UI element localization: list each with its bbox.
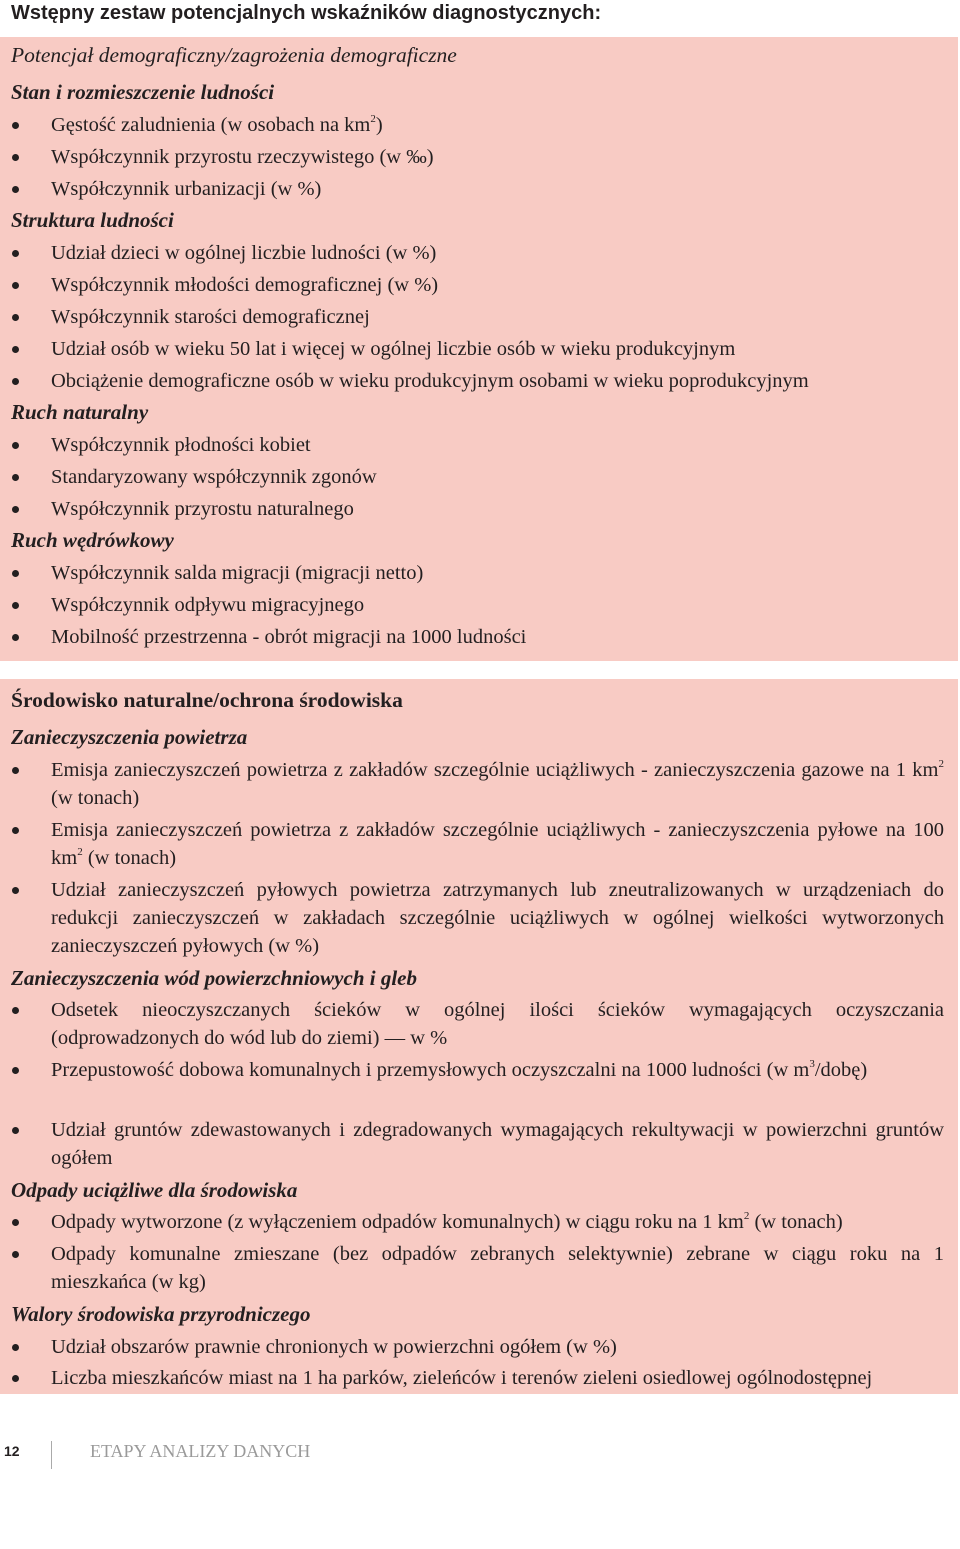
list-item [51, 756, 944, 812]
list-item-text-end: (w tonach) [51, 787, 140, 809]
bullet-icon [12, 282, 19, 289]
bullet-icon [12, 250, 19, 257]
list-item-text: Współczynnik odpływu migracyjnego [51, 594, 365, 616]
group-title: Struktura ludności [11, 208, 174, 232]
list-item-text: Współczynnik płodności kobiet [51, 434, 311, 456]
running-title: ETAPY ANALIZY DANYCH [90, 1441, 311, 1461]
section-title: Środowisko naturalne/ochrona środowiska [11, 688, 403, 712]
list-item-text-end: (w tonach) [749, 1211, 843, 1233]
list-item [51, 303, 944, 331]
list-item [51, 239, 944, 267]
list-item [51, 111, 944, 139]
bullet-icon [12, 1251, 19, 1258]
bullet-icon [12, 474, 19, 481]
list-item-text: Gęstość zaludnienia (w osobach na km [51, 114, 371, 136]
list-item-text: Standaryzowany współczynnik zgonów [51, 466, 377, 488]
list-item-text: Odsetek nieoczyszczanych ścieków w ogólnej ilości ścieków wymagających oczyszczania (odprowadzonych do wód lub do ziemi) — w % [51, 999, 944, 1049]
bullet-icon [12, 186, 19, 193]
group-title: Stan i rozmieszczenie ludności [11, 80, 275, 104]
list-item-text: Udział dzieci w ogólnej liczbie ludności (w %) [51, 242, 437, 264]
bullet-icon [12, 1219, 19, 1226]
group-title: Odpady uciążliwe dla środowiska [11, 1178, 298, 1202]
list-item [51, 1116, 944, 1172]
bullet-icon [12, 634, 19, 641]
list-item [51, 623, 944, 651]
list-item [51, 463, 944, 491]
list-item-text: Emisja zanieczyszczeń powietrza z zakładów szczególnie uciążliwych - zanieczyszczenia gazowe na 1 km [51, 759, 939, 781]
superscript: 2 [743, 1210, 750, 1222]
bullet-icon [12, 122, 19, 129]
list-item [51, 876, 944, 960]
list-item-text-end: /dobę) [814, 1059, 868, 1081]
bullet-icon [12, 767, 19, 774]
list-item-text: Współczynnik przyrostu naturalnego [51, 498, 354, 520]
list-item [51, 335, 944, 363]
list-item [51, 591, 944, 619]
list-item [51, 816, 944, 872]
superscript: 2 [77, 846, 83, 858]
bullet-icon [12, 378, 19, 385]
list-item-text: Współczynnik młodości demograficznej (w %) [51, 274, 439, 296]
bullet-icon [12, 887, 19, 894]
list-item-text-end: ) [375, 114, 383, 136]
list-item [51, 1208, 944, 1236]
list-item-text: Udział osób w wieku 50 lat i więcej w ogólnej liczbie osób w wieku produkcyjnym [51, 338, 736, 360]
page-number: 12 [4, 1443, 20, 1459]
list-item [51, 367, 944, 395]
bullet-icon [12, 154, 19, 161]
group-title: Zanieczyszczenia powietrza [11, 725, 248, 749]
superscript: 3 [809, 1058, 815, 1070]
group-title: Ruch wędrówkowy [11, 528, 174, 552]
bullet-icon [12, 1375, 19, 1382]
bullet-icon [12, 1127, 19, 1134]
list-item [51, 175, 944, 203]
bullet-icon [12, 1007, 19, 1014]
list-item [51, 143, 944, 171]
list-item-text: Współczynnik salda migracji (migracji netto) [51, 562, 424, 584]
bullet-icon [12, 1067, 19, 1074]
bullet-icon [12, 442, 19, 449]
bullet-icon [12, 602, 19, 609]
list-item-text-end: (w tonach) [82, 847, 177, 869]
list-item-text: Udział obszarów prawnie chronionych w powierzchni ogółem (w %) [51, 1336, 617, 1358]
list-item-text: Obciążenie demograficzne osób w wieku produkcyjnym osobami w wieku poprodukcyjnym [51, 370, 809, 392]
list-item-text: Odpady wytworzone (z wyłączeniem odpadów komunalnych) w ciągu roku na 1 km [51, 1211, 744, 1233]
list-item-text: Współczynnik urbanizacji (w %) [51, 178, 322, 200]
list-item-text: Udział gruntów zdewastowanych i zdegradowanych wymagających rekultywacji w powierzchni gruntów ogółem [51, 1119, 944, 1169]
list-item-text: Emisja zanieczyszczeń powietrza z zakładów szczególnie uciążliwych - zanieczyszczenia pyłowe na 100 km [51, 819, 944, 869]
footer-divider [51, 1441, 52, 1469]
list-item [51, 1364, 944, 1392]
list-item [51, 271, 944, 299]
bullet-icon [12, 570, 19, 577]
superscript: 2 [938, 758, 944, 770]
bullet-icon [12, 1344, 19, 1351]
list-item [51, 431, 944, 459]
superscript: 2 [370, 113, 376, 125]
group-title: Ruch naturalny [11, 400, 149, 424]
section-title: Potencjał demograficzny/zagrożenia demograficzne [11, 43, 457, 67]
bullet-icon [12, 346, 19, 353]
list-item [51, 1333, 944, 1361]
list-item [51, 495, 944, 523]
bullet-icon [12, 314, 19, 321]
list-item [51, 559, 944, 587]
list-item [51, 1240, 944, 1296]
list-item-text: Udział zanieczyszczeń pyłowych powietrza zatrzymanych lub zneutralizowanych w urządzeniach do redukcji zanieczyszczeń w zakładach szczególnie uciążliwych w ogólnej wielkości wytworzonych zanieczyszczeń pyłowych (w %) [51, 879, 944, 957]
list-item-text: Odpady komunalne zmieszane (bez odpadów zebranych selektywnie) zebrane w ciągu roku na 1 mieszkańca (w kg) [51, 1243, 944, 1293]
list-item-text: Mobilność przestrzenna - obrót migracji na 1000 ludności [51, 626, 527, 648]
bullet-icon [12, 827, 19, 834]
bullet-icon [12, 506, 19, 513]
group-title: Zanieczyszczenia wód powierzchniowych i gleb [11, 966, 417, 990]
list-item-text: Przepustowość dobowa komunalnych i przemysłowych oczyszczalni na 1000 ludności (w m [51, 1059, 810, 1081]
page-heading: Wstępny zestaw potencjalnych wskaźników diagnostycznych: [11, 2, 602, 24]
list-item [51, 1056, 944, 1084]
group-title: Walory środowiska przyrodniczego [11, 1302, 311, 1326]
list-item-text: Liczba mieszkańców miast na 1 ha parków, zieleńców i terenów zieleni osiedlowej ogólnodostępnej [51, 1367, 873, 1389]
list-item [51, 996, 944, 1052]
list-item-text: Współczynnik przyrostu rzeczywistego (w ‰) [51, 146, 434, 168]
list-item-text: Współczynnik starości demograficznej [51, 306, 370, 328]
